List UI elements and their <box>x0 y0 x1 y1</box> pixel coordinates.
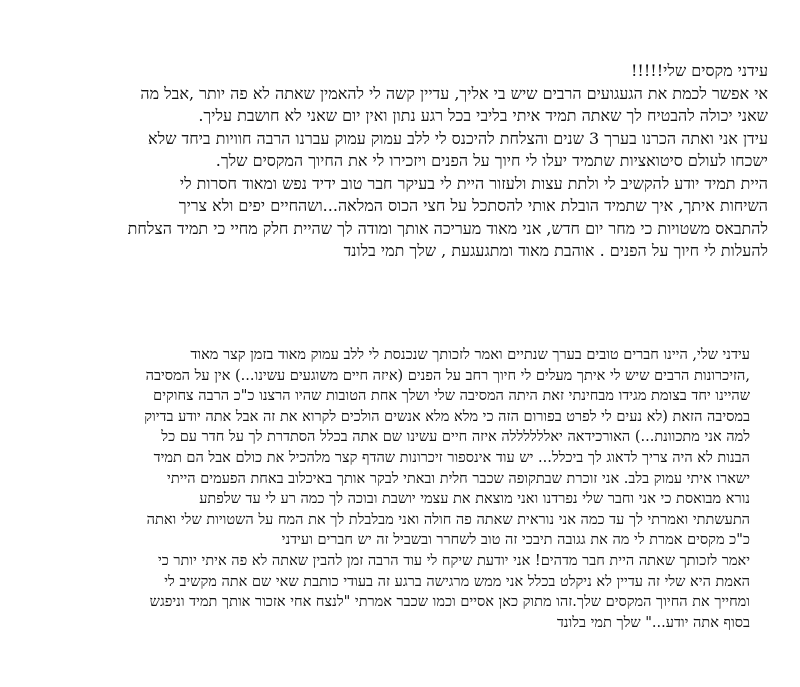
letter-one-line: עידן אני ואתה הכרנו בערך 3 שנים והצלחת להיכנס לי ללב עמוק עמוק עברנו הרבה חוויות ביחד שלא <box>148 128 768 148</box>
letter-two-line: ,הזיכרונות הרבים שיש לי איתך מעלים לי חיוך רחב על הפנים (איזה חיים משוגעים עשינו...) אין על המסיבה <box>145 367 750 384</box>
letter-one-line: היית תמיד יודע להקשיב לי ולתת עצות ולעזור היית לי בעיקר חבר טוב ידיד נפש ומאוד חסרות לי <box>179 173 768 193</box>
letter-two-line: ומחייך את החיוך המקסים שלך.זהו מתוק כאן אסיים וכמו שכבר אמרתי "לנצח אחי אזכור אותך תמיד וניפגש <box>149 594 750 611</box>
letter-one-greeting: עידני מקסים שלי!!!!! <box>631 61 768 80</box>
letter-two-line: במסיבה הזאת (לא נעים לי לפרט בפורום הזה כי מלא מלא אנשים הולכים לקרוא את זה אבל אתה יודע בדיוק <box>144 408 750 425</box>
letter-two-line: כ"כ מקסים אמרת לי מה את גגובה תיבכי זה טוב לשחרר ובשביל זה יש חברים ועידני <box>281 532 750 549</box>
letter-two-line: הבנות לא היה צריך לדאוג לך ביכלל... יש עוד אינספור זיכרונות שהדף קצר מלהכיל את כולם אבל הם תמיד <box>153 449 750 466</box>
letter-two-signature: בסוף אתה יודע..." שלך תמי בלונד <box>556 614 750 631</box>
letter-one-signature: להעלות לי חיוך על הפנים . אוהבת מאוד ומתגעגעת , שלך תמי בלונד <box>343 241 768 260</box>
letter-two-line: נורא מבואסת כי אני וחבר שלי נפרדנו ואני מוצאת את עצמי יושבת ובוכה לך כמה רע לי עד שלפתע <box>199 491 750 508</box>
letter-two-line: יאמר לזכותך שאתה היית חבר מדהים! אני יודעת שיקח לי עוד הרבה זמן להבין שאתה לא פה איתי יותר כי <box>157 552 750 569</box>
letter-one-line: השיחות איתך, איך שתמיד הובלת אותי להסתכל על חצי הכוס המלאה...ושהחיים יפים ולא צריך <box>178 196 768 215</box>
letter-one-line: ישכחו לעולם סיטואציות שתמיד יעלו לי חיוך על הפנים ויזכירו לי את החיוך המקסים שלך. <box>215 151 768 170</box>
letter-one-line: שאני יכולה להבטיח לך שאתה תמיד איתי בליבי בכל רגע נתון ואין יום שאני לא חושבת עליך. <box>198 106 768 125</box>
letter-two-line: עידני שלי, היינו חברים טובים בערך שנתיים ואמר לזכותך שנכנסת לי ללב עמוק מאוד בזמן קצר מאוד <box>190 347 750 363</box>
letter-two-line: למה אני מתכוונת...) האורכידאה יאללללללה איזה חיים עשינו שם אתה בכלל הסתדרת לך על חדר עם כל <box>161 429 750 446</box>
letter-one-line: להתבאס משטויות כי מחר יום חדש, אני מאוד מעריכה אותך ומודה לך שהיית חלק מחיי כי תמיד הצלחת <box>127 218 768 238</box>
letter-two-line: ישארו איתי עמוק בלב. אני זוכרת שבתקופה שכבר חלית ובאתי לבקר אותך באיכלוב באחת הפעמים הייתי <box>167 470 750 487</box>
letter-two-line: האמת היא שלי זה עדיין לא ניקלט בכלל אני ממש מרגישה ברגע זה בעודי כותבת שאי שם אתה מקשיב לי <box>164 573 750 590</box>
letter-two-line: התעשתתי ואמרתי לך עד כמה אני נוראית שאתה פה חולה ואני מבלבלת לך את המח על השטויות שלי ואתה <box>146 511 750 528</box>
letter-two-line: שהיינו יחד בצומת מגידו מבחינתי זאת היתה המסיבה שלי ושלך אחת הטובות שהיו הרצנו כ"כ הרבה צחוקים <box>153 388 750 405</box>
letter-two <box>40 345 750 633</box>
letter-one-line: אי אפשר לכמת את הגעגועים הרבים שיש בי אליך, עדיין קשה לי להאמין שאתה לא פה יותר ,אבל מה <box>140 83 768 103</box>
letter-one <box>38 60 768 263</box>
